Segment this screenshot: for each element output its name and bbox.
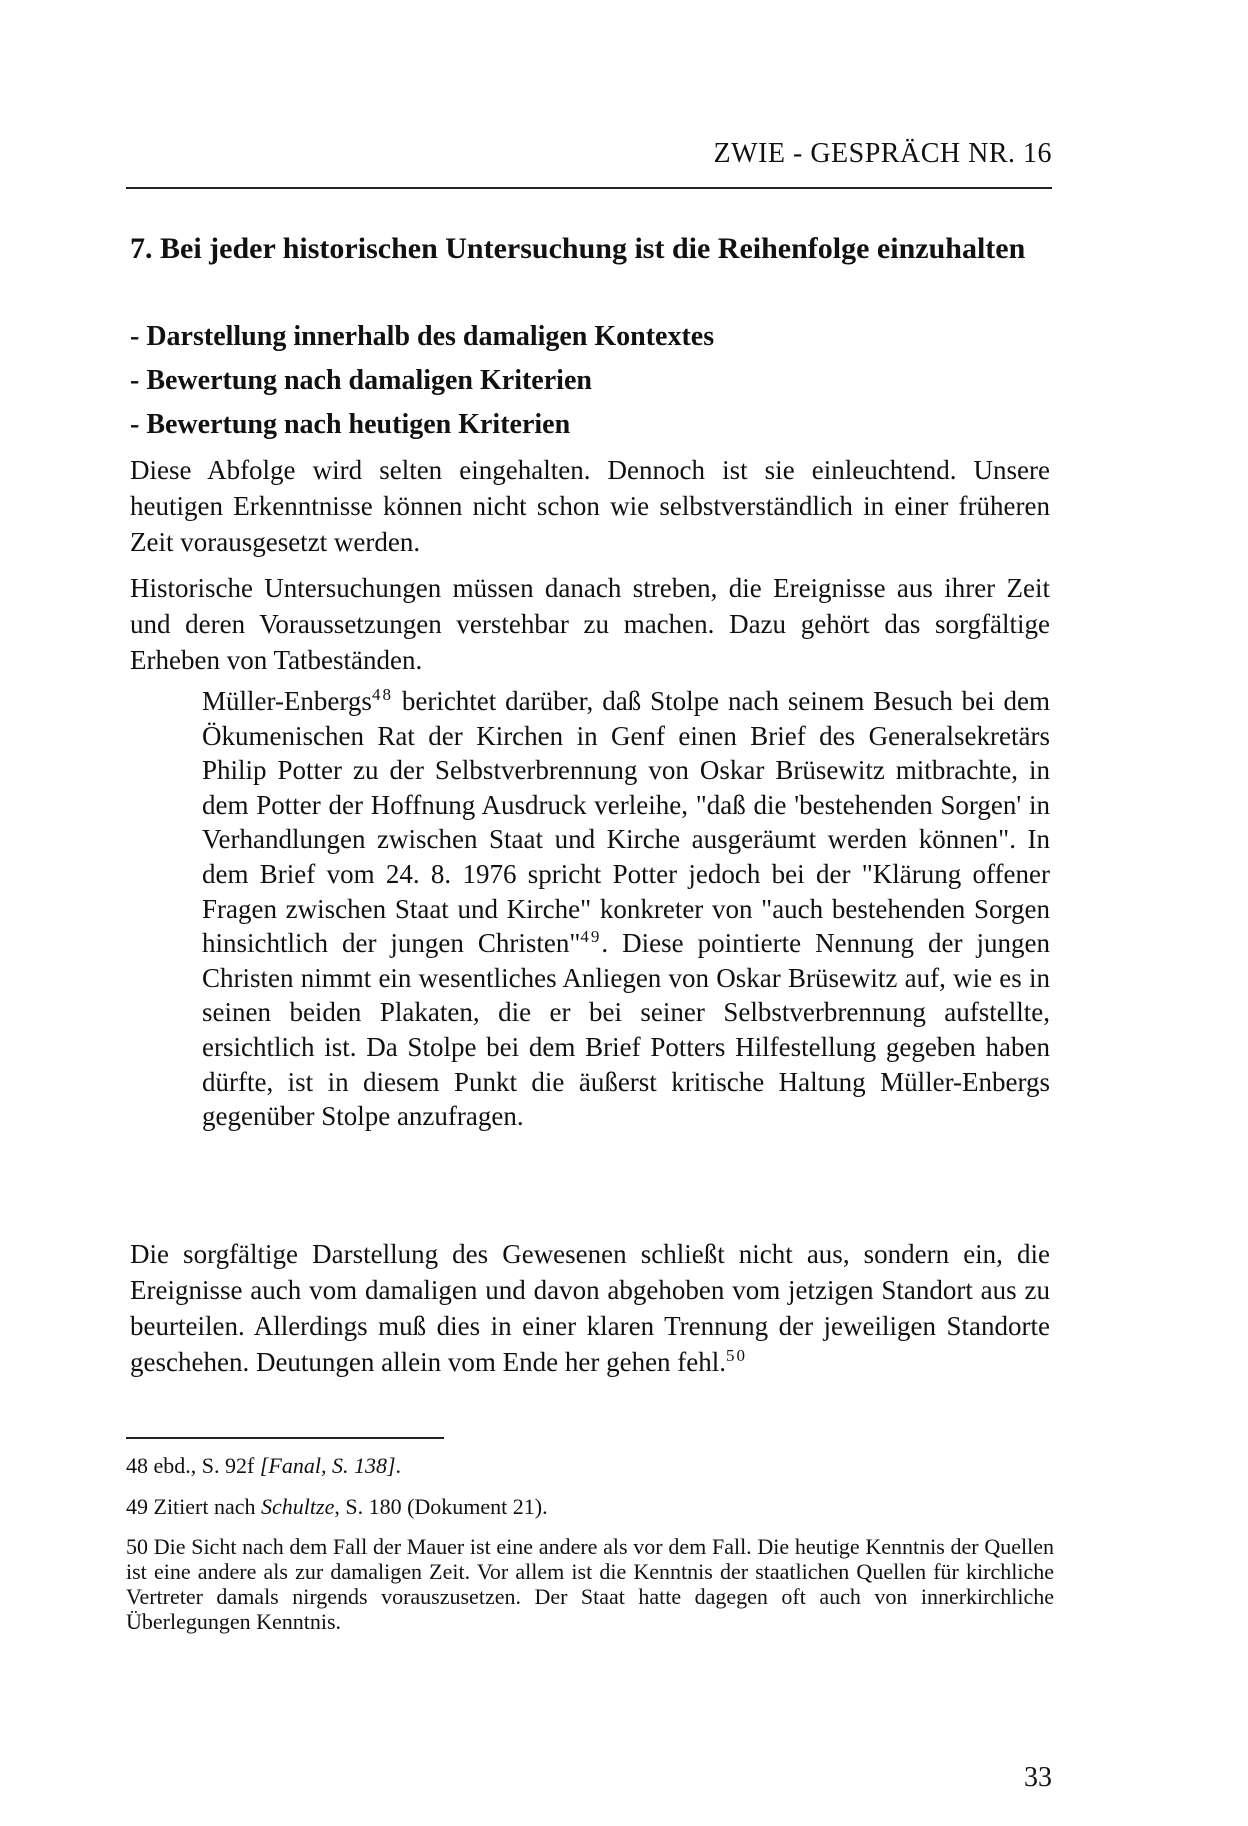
section-heading: 7. Bei jeder historischen Untersuchung ist die Reihenfolge einzuhalten: [130, 232, 1026, 265]
footnote-49: [126, 1493, 1054, 1520]
list-item: - Bewertung nach heutigen Kriterien: [130, 409, 571, 440]
footnote-rule: [126, 1437, 444, 1439]
indented-quote: [202, 684, 1050, 1134]
list-item: - Bewertung nach damaligen Kriterien: [130, 365, 592, 396]
footnote-48: [126, 1452, 1054, 1479]
footnote-49-author: Schultze: [261, 1494, 335, 1519]
footnote-ref-50: 50: [726, 1346, 748, 1365]
footnote-49-end: , S. 180 (Dokument 21).: [334, 1494, 548, 1519]
footnote-ref-49: 49: [580, 927, 602, 947]
footnote-50: 50 Die Sicht nach dem Fall der Mauer ist eine andere als vor dem Fall. Die heutige Kenntnis der Quellen ist eine andere als zur damaligen Zeit. Vor allem ist die Kenntnis der staatlichen Quellen für kirchliche Vertreter damals nirgends vorauszusetzen. Der Staat hatte dagegen oft auch von innerkirchliche Überlegungen Kenntnis.: [126, 1534, 1054, 1634]
footnote-48-end: .: [395, 1453, 402, 1478]
paragraph-3-text: Die sorgfältige Darstellung des Gewesenen schließt nicht aus, sondern ein, die Ereignisse auch vom damaligen und davon abgehoben vom jetzigen Standort aus zu beurteilen. Allerdings muß dies in einer klaren Trennung der jeweiligen Standorte geschehen. Deutungen allein vom Ende her gehen fehl.: [130, 1239, 1050, 1377]
paragraph-1: Diese Abfolge wird selten eingehalten. Dennoch ist sie einleuchtend. Unsere heutigen Erkenntnisse können nicht schon wie selbstverständlich in einer früheren Zeit vorausgesetzt werden.: [130, 455, 1050, 557]
paragraph-2: Historische Untersuchungen müssen danach streben, die Ereignisse aus ihrer Zeit und deren Voraussetzungen verstehbar zu machen. Dazu gehört das sorgfältige Erheben von Tatbeständen.: [130, 573, 1050, 675]
criteria-list: [130, 315, 714, 447]
quote-text-b: berichtet darüber, daß Stolpe nach seinem Besuch bei dem Ökumenischen Rat der Kirchen in Genf einen Brief des Generalsekretärs Philip Potter zu der Selbstverbrennung von Oskar Brüsewitz mitbrachte, in dem Potter der Hoffnung Ausdruck verleihe, "daß die 'bestehenden Sorgen' in Verhandlungen zwischen Staat und Kirche ausgeräumt werden können". In dem Brief vom 24. 8. 1976 spricht Potter jedoch bei der "Klärung offener Fragen zwischen Staat und Kirche" konkreter von "auch bestehenden Sorgen hinsichtlich der jungen Christen": [202, 686, 1050, 959]
quote-text-c: . Diese pointierte Nennung der jungen Christen nimmt ein wesentliches Anliegen von Oskar Brüsewitz auf, wie es in seinen beiden Plakaten, die er bei seiner Selbstverbrennung aufstellte, ersichtlich ist. Da Stolpe bei dem Brief Potters Hilfestellung gegeben haben dürfte, ist in diesem Punkt die äußerst kritische Haltung Müller-Enbergs gegenüber Stolpe anzufragen.: [202, 928, 1050, 1132]
footnote-ref-48: 48: [371, 685, 393, 704]
list-item: - Darstellung innerhalb des damaligen Kontextes: [130, 321, 715, 352]
footnote-48-source: [Fanal, S. 138]: [259, 1453, 396, 1478]
running-header: ZWIE - GESPRÄCH NR. 16: [713, 138, 1052, 169]
footnote-49-text: 49 Zitiert nach: [126, 1494, 262, 1519]
footnote-48-text: 48 ebd., S. 92f: [126, 1453, 260, 1478]
header-rule: [126, 187, 1052, 189]
paragraph-3: [130, 1236, 1050, 1380]
footnotes: [126, 1452, 1054, 1648]
quote-text-a: Müller-Enbergs: [202, 686, 372, 716]
page-number: 33: [1024, 1762, 1052, 1793]
